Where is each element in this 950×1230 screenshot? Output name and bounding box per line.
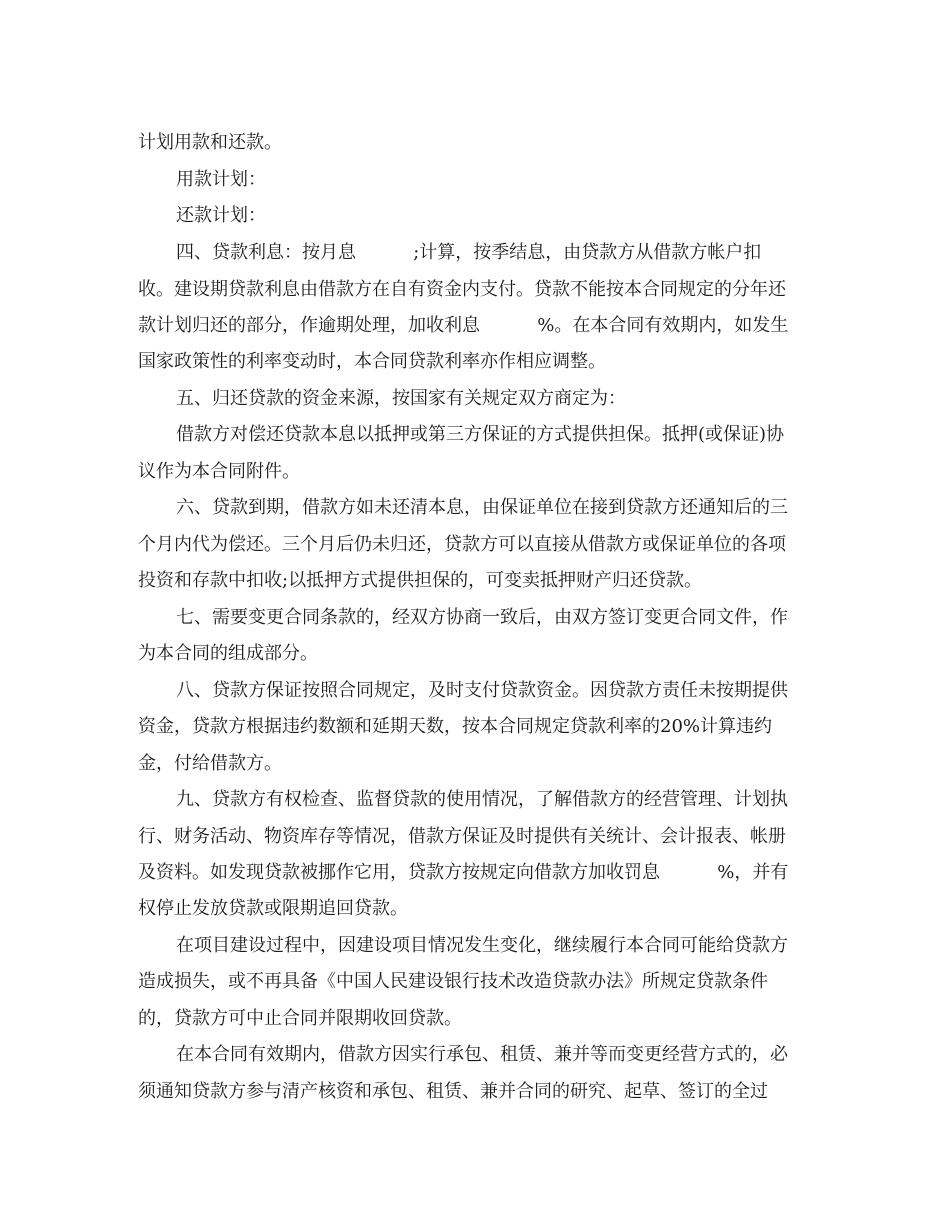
text-line: 金，付给借款方。 — [138, 753, 282, 774]
text-line: 造成损失，或不再具备《中国人民建设银行技术改造贷款办法》所规定贷款条件 — [138, 971, 768, 992]
text-line: 收。建设期贷款利息由借款方在自有资金内支付。贷款不能按本合同规定的分年还 — [138, 279, 786, 300]
text-line: 还款计划： — [176, 205, 266, 226]
text-line: 权停止发放贷款或限期追回贷款。 — [138, 898, 408, 919]
text-line: 用款计划： — [176, 169, 266, 190]
text-line: 款计划归还的部分，作逾期处理，加收利息 %。在本合同有效期内，如发生 — [138, 315, 789, 336]
text-line: 七、需要变更合同条款的，经双方协商一致后，由双方签订变更合同文件，作 — [176, 607, 788, 628]
text-line: 投资和存款中扣收;以抵押方式提供担保的，可变卖抵押财产归还贷款。 — [138, 570, 703, 591]
text-line: 九、贷款方有权检查、监督贷款的使用情况，了解借款方的经营管理、计划执 — [176, 789, 788, 810]
text-line: 行、财务活动、物资库存等情况，借款方保证及时提供有关统计、会计报表、帐册 — [138, 826, 786, 847]
text-line: 四、贷款利息：按月息 ;计算，按季结息，由贷款方从借款方帐户扣 — [176, 242, 762, 263]
text-line: 六、贷款到期，借款方如未还清本息，由保证单位在接到贷款方还通知后的三 — [176, 497, 788, 518]
text-line: 及资料。如发现贷款被挪作它用，贷款方按规定向借款方加收罚息 %，并有 — [138, 862, 789, 883]
text-line: 八、贷款方保证按照合同规定，及时支付贷款资金。因贷款方责任未按期提供 — [176, 680, 788, 701]
text-line: 资金，贷款方根据违约数额和延期天数，按本合同规定贷款利率的20%计算违约 — [138, 716, 773, 737]
text-line: 的，贷款方可中止合同并限期收回贷款。 — [138, 1008, 462, 1029]
text-line: 议作为本合同附件。 — [138, 461, 300, 482]
text-line: 国家政策性的利率变动时，本合同贷款利率亦作相应调整。 — [138, 351, 606, 372]
text-line: 借款方对偿还贷款本息以抵押或第三方保证的方式提供担保。抵押(或保证)协 — [176, 424, 785, 445]
text-line: 为本合同的组成部分。 — [138, 643, 318, 664]
text-line: 须通知贷款方参与清产核资和承包、租赁、兼并合同的研究、起草、签订的全过 — [138, 1081, 768, 1102]
text-line: 在项目建设过程中，因建设项目情况发生变化，继续履行本合同可能给贷款方 — [176, 935, 788, 956]
text-line: 计划用款和还款。 — [138, 132, 282, 153]
text-line: 在本合同有效期内，借款方因实行承包、租赁、兼并等而变更经营方式的，必 — [176, 1044, 788, 1065]
text-line: 五、归还贷款的资金来源，按国家有关规定双方商定为： — [176, 388, 626, 409]
text-line: 个月内代为偿还。三个月后仍未归还，贷款方可以直接从借款方或保证单位的各项 — [138, 534, 786, 555]
